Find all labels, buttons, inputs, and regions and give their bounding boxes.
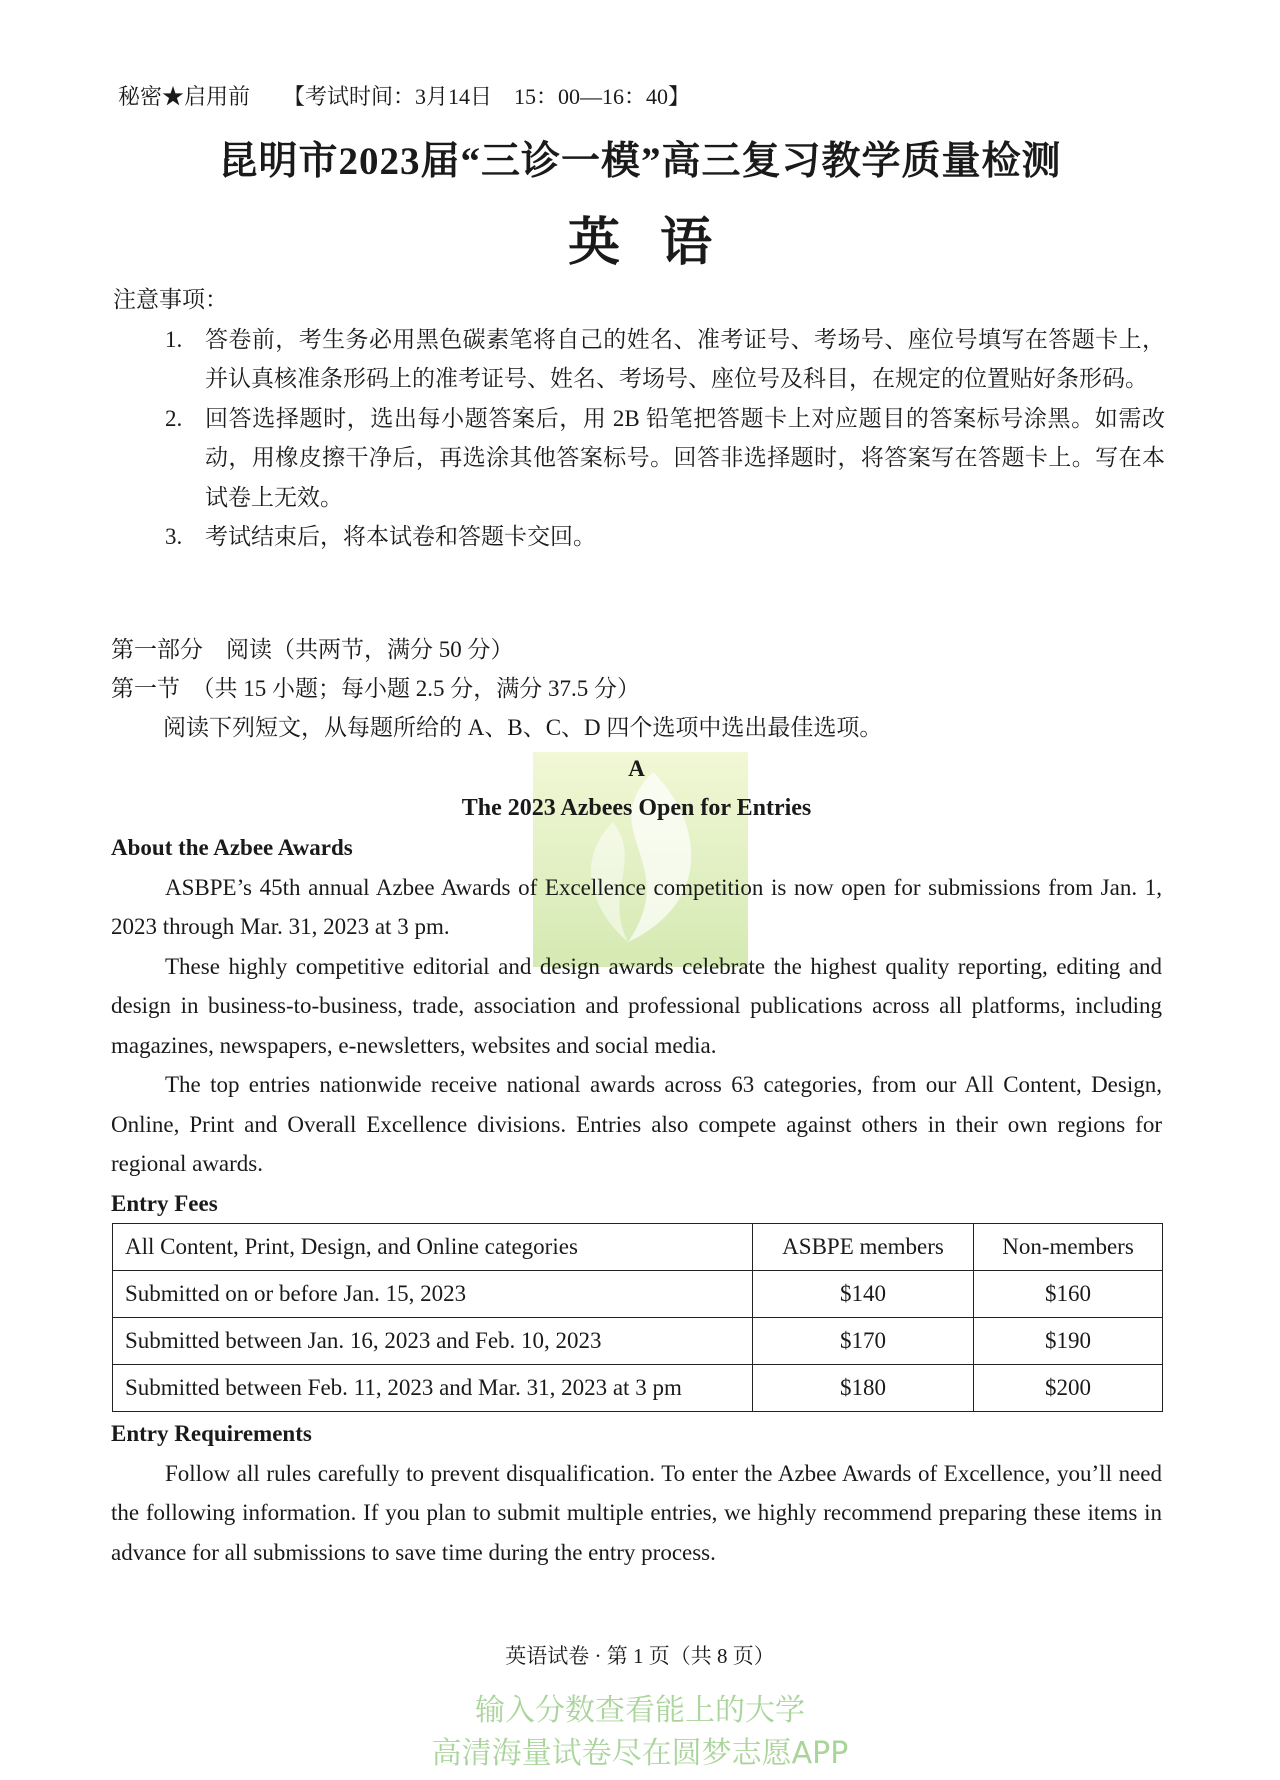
member-fee: $140 xyxy=(753,1271,974,1318)
member-fee: $170 xyxy=(753,1318,974,1365)
header-cell: Non-members xyxy=(974,1224,1163,1271)
period-cell: Submitted between Jan. 16, 2023 and Feb. 10, 2023 xyxy=(113,1318,753,1365)
fees-table xyxy=(112,1223,1163,1412)
subject-title: 英语 xyxy=(567,215,752,272)
note-number: 1. xyxy=(165,326,183,352)
period-cell: Submitted between Feb. 11, 2023 and Mar. 31, 2023 at 3 pm xyxy=(113,1365,753,1412)
passage-title: The 2023 Azbees Open for Entries xyxy=(461,794,812,821)
table-row xyxy=(113,1271,1163,1318)
nonmember-fee: $190 xyxy=(974,1318,1163,1365)
fees-heading: Entry Fees xyxy=(111,1190,218,1216)
note-item xyxy=(113,517,1165,557)
header-cell: All Content, Print, Design, and Online categories xyxy=(113,1224,753,1271)
note-text: 考试结束后，将本试卷和答题卡交回。 xyxy=(205,524,596,549)
about-heading: About the Azbee Awards xyxy=(111,835,353,860)
confidential-label: 秘密★启用前 xyxy=(118,84,251,109)
table-header-row xyxy=(113,1224,1163,1271)
requirements-heading: Entry Requirements xyxy=(111,1421,312,1446)
notes-section xyxy=(113,280,1165,557)
watermark-text: 输入分数查看能上的大学 xyxy=(475,1693,805,1728)
note-text: 回答选择题时，选出每小题答案后，用 2B 铅笔把答题卡上对应题目的答案标号涂黑。如需改动，用橡皮擦干净后，再选涂其他答案标号。回答非选择题时，将答案写在答题卡上。写在本试卷上无效。 xyxy=(205,405,1165,510)
notes-heading: 注意事项： xyxy=(113,287,228,312)
paragraph: These highly competitive editorial and design awards celebrate the highest quality reporting, editing and design in business-to-business, trade, association and professional publications across all platforms, including magazines, newspapers, e-newsletters, websites and social media. xyxy=(111,953,1162,1058)
part-heading: 第一部分 阅读（共两节，满分 50 分） xyxy=(111,637,514,662)
note-item xyxy=(113,320,1165,399)
note-number: 3. xyxy=(165,524,183,549)
period-cell: Submitted on or before Jan. 15, 2023 xyxy=(113,1271,753,1318)
passage-letter: A xyxy=(628,756,645,781)
exam-header xyxy=(118,80,690,111)
header-cell: ASBPE members xyxy=(753,1224,974,1271)
exam-title: 昆明市2023届“三诊一模”高三复习教学质量检测 xyxy=(218,140,1062,183)
member-fee: $180 xyxy=(753,1365,974,1412)
watermark-text: 高清海量试卷尽在圆梦志愿APP xyxy=(431,1736,849,1771)
table-row xyxy=(113,1318,1163,1365)
paragraph: ASBPE’s 45th annual Azbee Awards of Excellence competition is now open for submissions from Jan. 1, 2023 through Mar. 31, 2023 at 3 pm. xyxy=(111,874,1162,939)
nonmember-fee: $160 xyxy=(974,1271,1163,1318)
nonmember-fee: $200 xyxy=(974,1365,1163,1412)
section-heading: 第一节 （共 15 小题；每小题 2.5 分，满分 37.5 分） xyxy=(111,676,640,701)
paragraph: Follow all rules carefully to prevent disqualification. To enter the Azbee Awards of Excellence, you’ll need the following information. If you plan to submit multiple entries, we highly recommend preparing these items in advance for all submissions to save time during the entry process. xyxy=(111,1460,1162,1565)
page-footer: 英语试卷 · 第 1 页（共 8 页） xyxy=(505,1644,775,1668)
note-number: 2. xyxy=(165,405,183,431)
note-text: 答卷前，考生务必用黑色碳素笔将自己的姓名、准考证号、考场号、座位号填写在答题卡上，并认真核准条形码上的准考证号、姓名、考场号、座位号及科目，在规定的位置贴好条形码。 xyxy=(205,326,1165,391)
table-row xyxy=(113,1365,1163,1412)
exam-time: 【考试时间：3月14日 15：00—16：40】 xyxy=(283,84,691,109)
note-item xyxy=(113,399,1165,518)
passage-a xyxy=(111,749,1162,1572)
paragraph: The top entries nationwide receive national awards across 63 categories, from our All Content, Design, Online, Print and Overall Excellence divisions. Entries also compete against others in their own regions for regional awards. xyxy=(111,1072,1162,1176)
instruction: 阅读下列短文，从每题所给的 A、B、C、D 四个选项中选出最佳选项。 xyxy=(163,715,883,740)
